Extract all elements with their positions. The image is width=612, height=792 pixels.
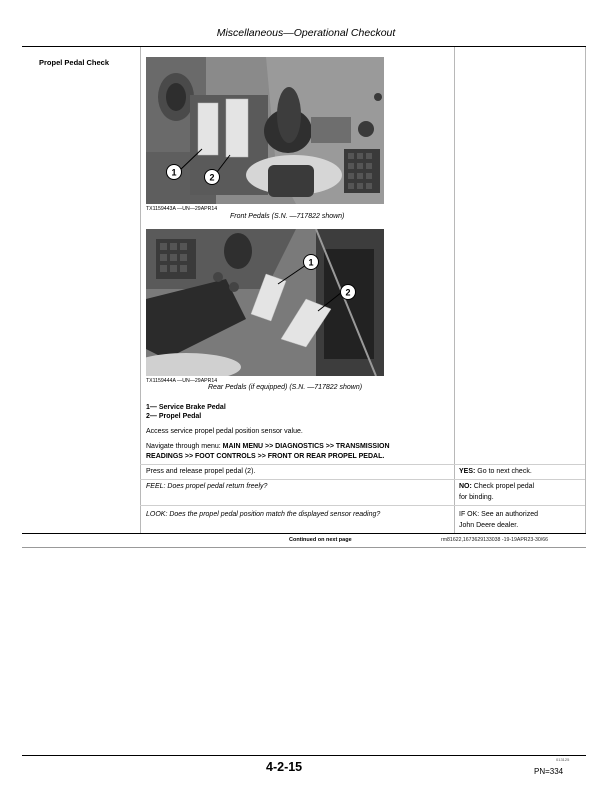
continued-note: Continued on next page bbox=[289, 537, 352, 543]
divider-feel bbox=[140, 479, 585, 480]
front-pedals-photo bbox=[146, 57, 384, 204]
front-callout-2: 2 bbox=[209, 172, 215, 183]
no-text-2: for binding. bbox=[459, 494, 494, 501]
step-access: Access service propel pedal position sensor value. bbox=[146, 428, 303, 435]
step-press: Press and release propel pedal (2). bbox=[146, 468, 256, 475]
rear-callout-1: 1 bbox=[308, 257, 314, 268]
doc-reference: rm81622,1673629133038 -19-19APR23-30/66 bbox=[441, 537, 549, 543]
navigate-prefix: Navigate through menu: bbox=[146, 443, 223, 450]
front-callout-1: 1 bbox=[171, 167, 177, 178]
page-header-title: Miscellaneous—Operational Checkout bbox=[216, 27, 396, 39]
rear-pedals-illustration bbox=[146, 229, 384, 376]
figure-2-caption: Rear Pedals (if equipped) (S.N. —717822 shown) bbox=[208, 384, 363, 391]
column-divider-right bbox=[454, 47, 455, 533]
no-label: NO: bbox=[459, 483, 472, 490]
divider-press bbox=[140, 464, 585, 465]
result-no bbox=[459, 481, 559, 503]
page-number: 4-2-15 bbox=[266, 760, 303, 774]
legend-item-service-brake: 1— Service Brake Pedal bbox=[146, 404, 226, 411]
step-navigate bbox=[146, 442, 451, 461]
rear-callout-2: 2 bbox=[345, 287, 351, 298]
section-label: Propel Pedal Check bbox=[39, 58, 110, 67]
navigate-path-2: READINGS >> FOOT CONTROLS >> FRONT OR REAR PROPEL PEDAL. bbox=[146, 452, 385, 460]
front-pedals-illustration bbox=[146, 57, 384, 204]
ifok-text-1: IF OK: See an authorized bbox=[459, 511, 538, 518]
navigate-path-1: MAIN MENU >> DIAGNOSTICS >> TRANSMISSION bbox=[222, 443, 390, 450]
result-yes bbox=[459, 466, 559, 477]
result-if-ok bbox=[459, 509, 559, 531]
rear-pedals-photo bbox=[146, 229, 384, 376]
legend-item-propel-pedal: 2— Propel Pedal bbox=[146, 413, 202, 420]
page-code: 013125 bbox=[556, 757, 570, 762]
step-look: LOOK: Does the propel pedal position match the displayed sensor reading? bbox=[146, 511, 381, 518]
column-divider-left bbox=[140, 47, 141, 533]
divider-look bbox=[140, 505, 585, 506]
content-bottom-rule bbox=[22, 533, 586, 534]
content-end-rule bbox=[22, 547, 586, 548]
footer-rule bbox=[22, 755, 586, 756]
figure-legend bbox=[146, 403, 226, 421]
ifok-text-2: John Deere dealer. bbox=[459, 522, 519, 529]
figure-2-id: TX1159444A —UN—29APR14 bbox=[146, 378, 218, 384]
figure-1-caption: Front Pedals (S.N. —717822 shown) bbox=[230, 213, 345, 220]
no-text-1: Check propel pedal bbox=[471, 483, 535, 490]
figure-1-id: TX1159443A —UN—29APR14 bbox=[146, 206, 218, 212]
pn-number: PN=334 bbox=[534, 767, 564, 776]
yes-label: YES: bbox=[459, 468, 476, 475]
step-feel: FEEL: Does propel pedal return freely? bbox=[146, 483, 268, 490]
right-margin-line bbox=[585, 47, 586, 533]
yes-text: Go to next check. bbox=[475, 468, 532, 475]
header-rule bbox=[22, 46, 586, 47]
